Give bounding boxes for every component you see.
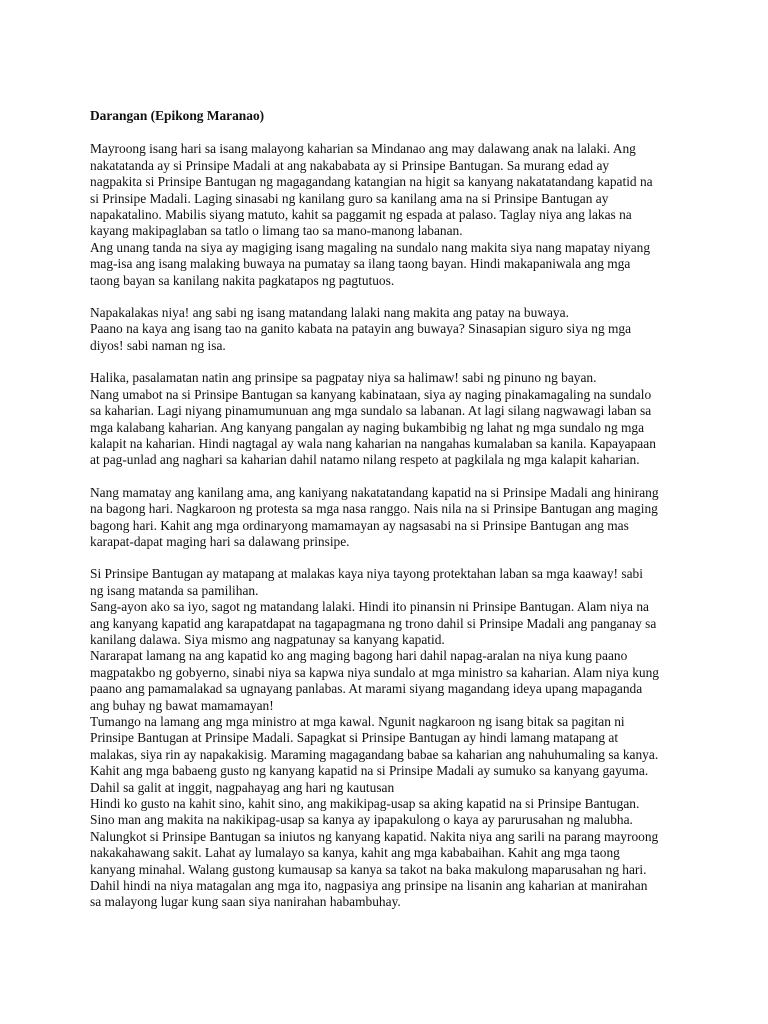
paragraph-block bbox=[90, 566, 680, 911]
text-line: paano ang pamamalakad sa ugnayang panlabas. At marami siyang magandang ideya upang mapaganda bbox=[90, 681, 643, 697]
text-line: si Prinsipe Madali. Laging sinasabi ng kanilang guro sa kanilang ama na si Prinsipe Bantugan ay bbox=[90, 190, 609, 206]
text-line: Sino man ang makita na nakikipag-usap sa kanya ay ipapakulong o kaya ay parurusahan ng malubha. bbox=[90, 812, 633, 828]
text-line: bagong hari. Kahit ang mga ordinaryong mamamayan ay nagsasabi na si Prinsipe Bantugan ang mas bbox=[90, 517, 629, 533]
text-line: Si Prinsipe Bantugan ay matapang at malakas kaya niya tayong protektahan laban sa mga kaaway! sabi bbox=[90, 566, 643, 582]
text-line: kanilang dalawa. Siya mismo ang nagpatunay sa kanyang kapatid. bbox=[90, 631, 445, 647]
text-line: Nararapat lamang na ang kapatid ko ang maging bagong hari dahil napag-aralan na niya kung paano bbox=[90, 648, 628, 664]
text-line: Napakalakas niya! ang sabi ng isang matandang lalaki nang makita ang patay na buwaya. bbox=[90, 305, 569, 321]
text-line: malakas, siya rin ay napakakisig. Maraming magagandang babae sa kaharian ang nahuhumaling sa kanya. bbox=[90, 746, 659, 762]
text-line: napakatalino. Mabilis siyang matuto, kahit sa paggamit ng espada at palaso. Taglay niya ang lakas na bbox=[90, 207, 632, 223]
text-line: kayang makipaglaban sa tatlo o limang tao sa mano-manong labanan. bbox=[90, 223, 463, 239]
text-line: mga kalabang kaharian. Ang kanyang pangalan ay naging bukambibig ng lahat ng mga sundalo ng mga bbox=[90, 419, 645, 435]
text-line: nakakahawang sakit. Lahat ay lumalayo sa kanya, kahit ang mga kababaihan. Kahit ang mga taong bbox=[90, 845, 620, 861]
text-line: sa malayong lugar kung saan siya nanirahan habambuhay. bbox=[90, 894, 401, 910]
text-line: Kahit ang mga babaeng gusto ng kanyang kapatid na si Prinsipe Madali ay sumuko sa kanyang gayuma. bbox=[90, 763, 649, 779]
text-line: Paano na kaya ang isang tao na ganito kabata na patayin ang buwaya? Sinasapian siguro siya ng mga bbox=[90, 321, 632, 337]
text-line: Nang umabot na si Prinsipe Bantugan sa kanyang kabinataan, siya ay naging pinakamagaling na sundalo bbox=[90, 386, 652, 402]
document-page bbox=[90, 108, 680, 911]
text-line: nakatatanda ay si Prinsipe Madali at ang nakababata ay si Prinsipe Bantugan. Sa murang edad ay bbox=[90, 157, 610, 173]
text-line: Halika, pasalamatan natin ang prinsipe sa pagpatay niya sa halimaw! sabi ng pinuno ng bayan. bbox=[90, 370, 597, 386]
text-line: Mayroong isang hari sa isang malayong kaharian sa Mindanao ang may dalawang anak na lalaki. Ang bbox=[90, 141, 636, 157]
text-line: Prinsipe Bantugan at Prinsipe Madali. Sapagkat si Prinsipe Bantugan ay hindi lamang matapang at bbox=[90, 730, 619, 746]
text-line: kalapit na kaharian. Hindi nagtagal ay wala nang kaharian na nangahas kumalaban sa kanila. Kapayapaan bbox=[90, 435, 656, 451]
text-line: Tumango na lamang ang mga ministro at mga kawal. Ngunit nagkaroon ng isang bitak sa pagitan ni bbox=[90, 714, 625, 729]
text-line: ng isang matanda sa pamilihan. bbox=[90, 582, 259, 598]
text-line: Dahil hindi na niya matagalan ang mga ito, nagpasiya ang prinsipe na lisanin ang kaharian at manirahan bbox=[90, 878, 648, 894]
text-line: na bagong hari. Nagkaroon ng protesta sa mga nasa ranggo. Nais nila na si Prinsipe Bantugan ang maging bbox=[90, 501, 658, 517]
text-line: mag-isa ang isang malaking buwaya na pumatay sa ilang taong bayan. Hindi makapaniwala ang mga bbox=[90, 256, 631, 272]
text-line: Ang unang tanda na siya ay magiging isang magaling na sundalo nang makita siya nang mapatay niyang bbox=[90, 239, 651, 255]
text-line: kanyang minahal. Walang gustong kumausap sa kanya sa takot na baka makulong maparusahan ng hari. bbox=[90, 861, 647, 877]
document-body bbox=[90, 141, 680, 910]
text-line: karapat-dapat maging hari sa dalawang prinsipe. bbox=[90, 533, 350, 549]
text-line: taong bayan sa kanilang nakita pagkatapos ng pagtutuos. bbox=[90, 272, 395, 288]
paragraph-block bbox=[90, 485, 680, 551]
text-line: Sang-ayon ako sa iyo, sagot ng matandang lalaki. Hindi ito pinansin ni Prinsipe Bantugan. Alam niya na bbox=[90, 599, 649, 615]
text-line: at pag-unlad ang naghari sa kaharian dahil natamo nilang respeto at pagkilala ng mga kalapit kaharian. bbox=[90, 452, 640, 468]
text-line: Nalungkot si Prinsipe Bantugan sa iniutos ng kanyang kapatid. Nakita niya ang sarili na parang mayroong bbox=[90, 828, 659, 844]
text-line: Hindi ko gusto na kahit sino, kahit sino, ang makikipag-usap sa aking kapatid na si Prinsipe Bantugan. bbox=[90, 796, 640, 812]
text-line: Dahil sa galit at inggit, nagpahayag ang hari ng kautusan bbox=[90, 779, 395, 795]
text-line: ang buhay ng bawat mamamayan! bbox=[90, 697, 274, 713]
text-line: Nang mamatay ang kanilang ama, ang kaniyang nakatatandang kapatid na si Prinsipe Madali ang hinirang bbox=[90, 484, 659, 500]
document-title: Darangan (Epikong Maranao) bbox=[90, 108, 265, 123]
text-line: sa kaharian. Lagi niyang pinamumunuan ang mga sundalo sa labanan. At lagi silang nagwawagi laban sa bbox=[90, 403, 652, 419]
text-line: diyos! sabi naman ng isa. bbox=[90, 337, 226, 353]
paragraph-block bbox=[90, 370, 680, 468]
text-line: ang kanyang kapatid ang karapatdapat na tagapagmana ng trono dahil si Prinsipe Madali ang panganay sa bbox=[90, 615, 657, 631]
text-line: nagpakita si Prinsipe Bantugan ng magagandang katangian na higit sa kanyang nakatatandang kapatid na bbox=[90, 174, 653, 190]
paragraph-block bbox=[90, 141, 680, 289]
text-line: magpatakbo ng gobyerno, sinabi niya sa kapwa niya sundalo at mga ministro sa kaharian. Alam niya kung bbox=[90, 664, 659, 680]
paragraph-block bbox=[90, 305, 680, 354]
